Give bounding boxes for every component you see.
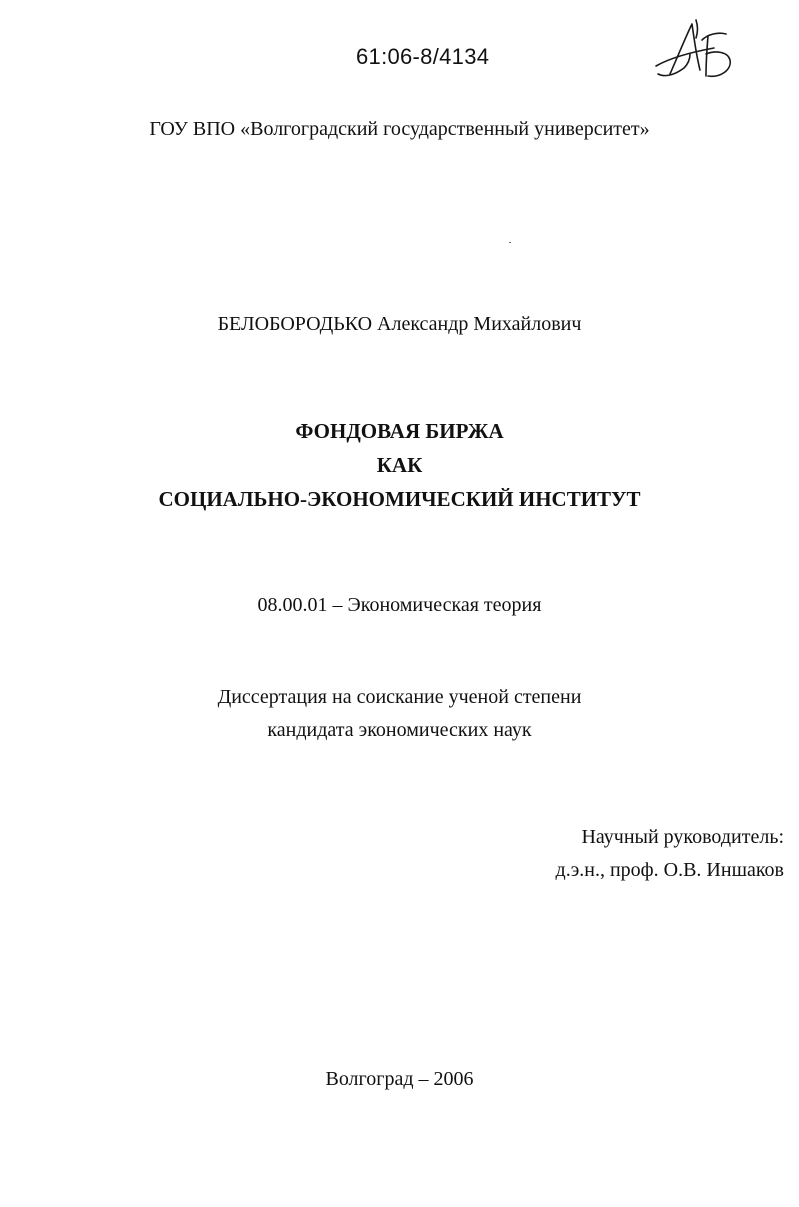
scan-speck	[509, 242, 511, 243]
institution-name: ГОУ ВПО «Волгоградский государственный университет»	[149, 118, 650, 140]
author-name: БЕЛОБОРОДЬКО Александр Михайлович	[217, 313, 582, 335]
supervisor-name: д.э.н., проф. О.В. Иншаков	[555, 859, 784, 881]
thesis-title-line-1: ФОНДОВАЯ БИРЖА	[295, 419, 504, 443]
handwritten-signature	[652, 18, 734, 84]
specialty-code: 08.00.01 – Экономическая теория	[257, 594, 542, 616]
registration-code: 61:06-8/4134	[356, 44, 490, 69]
degree-line-2: кандидата экономических наук	[267, 719, 532, 741]
supervisor-label: Научный руководитель:	[581, 826, 784, 848]
thesis-title-line-2: КАК	[376, 453, 423, 477]
degree-line-1: Диссертация на соискание ученой степени	[217, 686, 582, 708]
thesis-title-line-3: СОЦИАЛЬНО-ЭКОНОМИЧЕСКИЙ ИНСТИТУТ	[158, 487, 641, 511]
place-and-year: Волгоград – 2006	[325, 1068, 474, 1090]
